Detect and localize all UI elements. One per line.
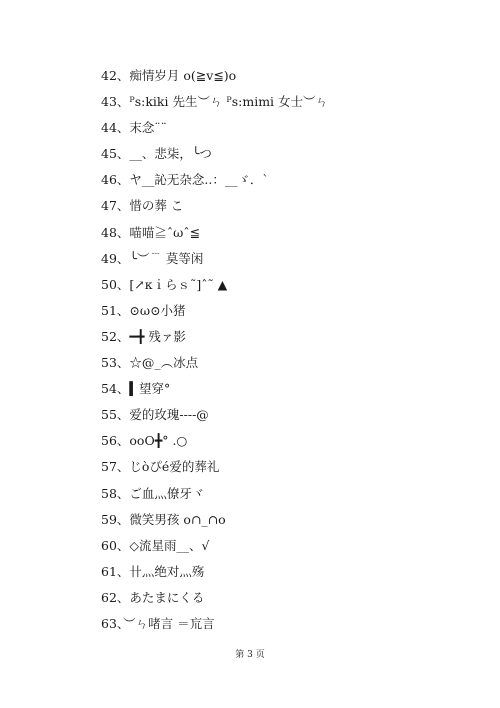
list-item: 52、━╋ 残ァ影 <box>101 328 186 344</box>
page-number: 第 3 页 <box>235 650 265 660</box>
list-item: 44、末念¨¨ <box>101 120 167 136</box>
list-item: 61、卄灬绝对灬殇 <box>101 563 205 579</box>
list-item: 47、惜の葬 こ <box>101 198 184 214</box>
list-item: 56、ooO╋° .○ <box>101 433 188 449</box>
list-item: 43、ᴾs:kiki 先生︶ㄣ ᴾs:mimi 女士︶ㄣ <box>101 94 329 110</box>
list-item: 49、╰︶﹉ 莫等闲 <box>101 250 204 266</box>
list-item: 60、◇流星雨__、√ <box>101 537 210 553</box>
list-item: 51、⊙ω⊙小猪 <box>101 302 186 318</box>
list-item: 58、ご血灬僚牙ヾ <box>101 485 205 501</box>
list-item: 63、︶ㄣ啫言 ＝巟言 <box>101 615 215 631</box>
nickname-list <box>101 63 328 637</box>
list-item: 55、爱的玫瑰----@ <box>101 407 209 423</box>
list-item: 62、あたまにくる <box>101 589 205 605</box>
list-item: 50、[↗κｉらｓ˜]ˆ˜ ▲ <box>101 276 228 292</box>
list-item: 48、喵喵≧ˆωˆ≦ <box>101 224 201 240</box>
list-item: 54、▍望穿° <box>101 381 171 397</box>
list-item: 46、ヤ__訫无杂念..：__ゞ．ˋ <box>101 172 269 188</box>
list-item: 59、微笑男孩 o∩_∩o <box>101 511 226 527</box>
list-item: 53、☆@_︵冰点 <box>101 355 199 371</box>
list-item: 57、じòぴé爱的葬礼 <box>101 459 220 475</box>
list-item: 45、__、悲柒，╰つ <box>101 146 212 162</box>
list-item: 42、痴情岁月 o(≧v≦)o <box>101 68 237 83</box>
